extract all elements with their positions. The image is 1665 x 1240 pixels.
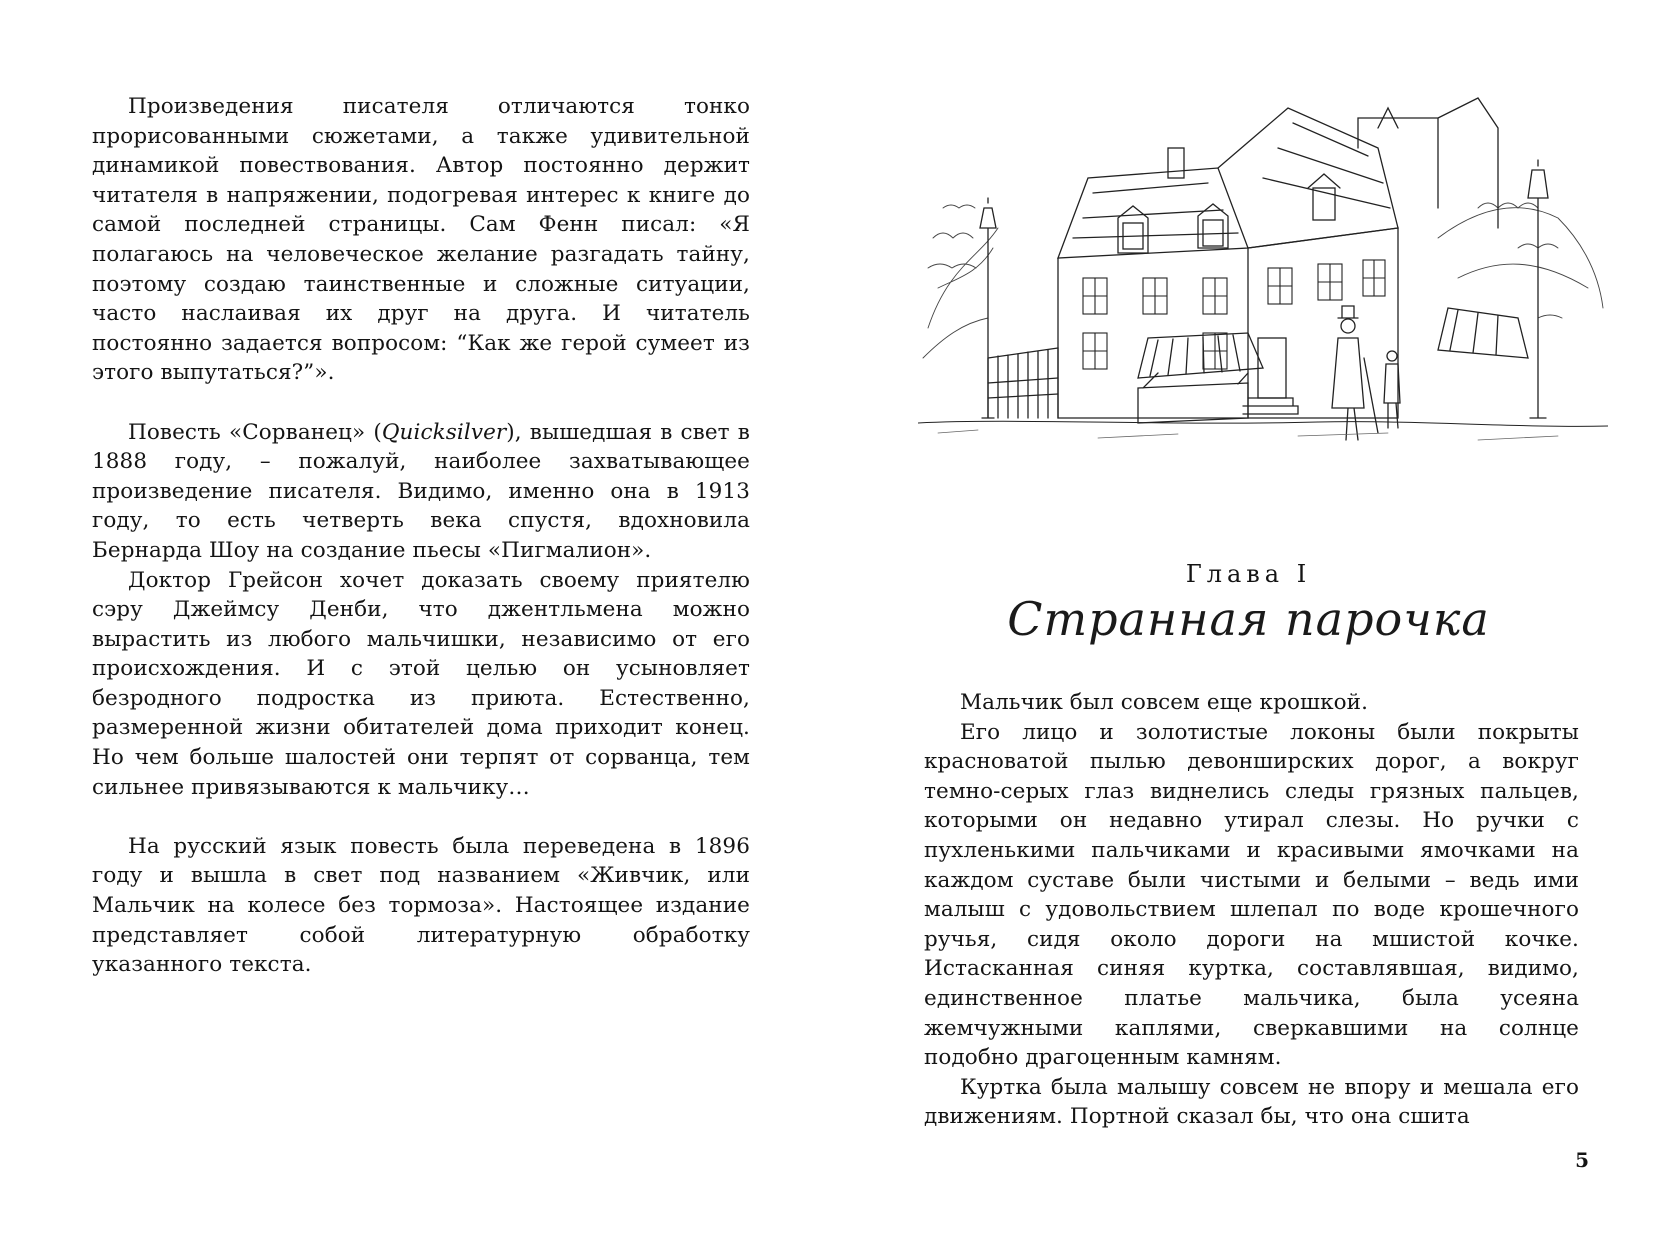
paragraph: На русский язык повесть была переведена в 1896 году и вышла в свет под названием «Живчик, или Мальчик на колесе без тормоза». Настоящее издание представляет собой литературную обработку указанного текста. — [92, 833, 750, 978]
paragraph: Повесть «Сорванец» (Quicksilver), вышедшая в свет в 1888 году, – пожалуй, наиболее захватывающее произведение писателя. Видимо, именно она в 1913 году, то есть четверть века спустя, вдохновила Бернарда Шоу на создание пьесы «Пигмалион». — [92, 419, 750, 563]
paragraph: Его лицо и золотистые локоны были покрыты красноватой пылью девонширских дорог, а вокруг темно-серых глаз виднелись следы грязных пальцев, которыми он недавно утирал слезы. Но ручки с пухленькими пальчиками и красивыми ямочками на каждом суставе были чистыми и белыми – ведь ими малыш с удовольствием шлепал по воде крошечного ручья, сидя около дороги на мшистой кочке. Истасканная синяя куртка, составлявшая, видимо, единственное платье мальчика, была усеяна жемчужными каплями, сверкавшими на солнце подобно драгоценным камням. — [924, 719, 1579, 1071]
paragraph: Мальчик был совсем еще крошкой. — [960, 690, 1369, 715]
paragraph: Произведения писателя отличаются тонко прорисованными сюжетами, а также удивительной динамикой повествования. Автор постоянно держит читателя в напряжении, подогревая интерес к книге до самой последней страницы. Сам Фенн писал: «Я полагаюсь на человеческое желание разгадать тайну, поэтому создаю таинственные и сложные ситуации, часто наслаивая их друг на друга. И читатель постоянно задается вопросом: “Как же герой сумеет из этого выпутаться?”». — [92, 94, 750, 386]
page-number: 5 — [1575, 1148, 1589, 1172]
street-illustration — [918, 88, 1608, 474]
chapter-title: Странная парочка — [1007, 592, 1490, 646]
right-page — [832, 0, 1665, 1240]
paragraph: Куртка была малышу совсем не впору и мешала его движениям. Портной сказал бы, что она сшита — [924, 1074, 1579, 1130]
chapter-label: Глава I — [1185, 560, 1312, 588]
right-page-text — [924, 688, 1579, 1132]
left-page — [0, 0, 832, 1240]
left-page-text — [92, 92, 750, 980]
paragraph: Доктор Грейсон хочет доказать своему приятелю сэру Джеймсу Денби, что джентльмена можно вырастить из любого мальчишки, независимо от его происхождения. И с этой целью он усыновляет безродного подростка из приюта. Естественно, размеренной жизни обитателей дома приходит конец. Но чем больше шалостей они терпят от сорванца, тем сильнее привязываются к мальчику… — [92, 567, 750, 800]
